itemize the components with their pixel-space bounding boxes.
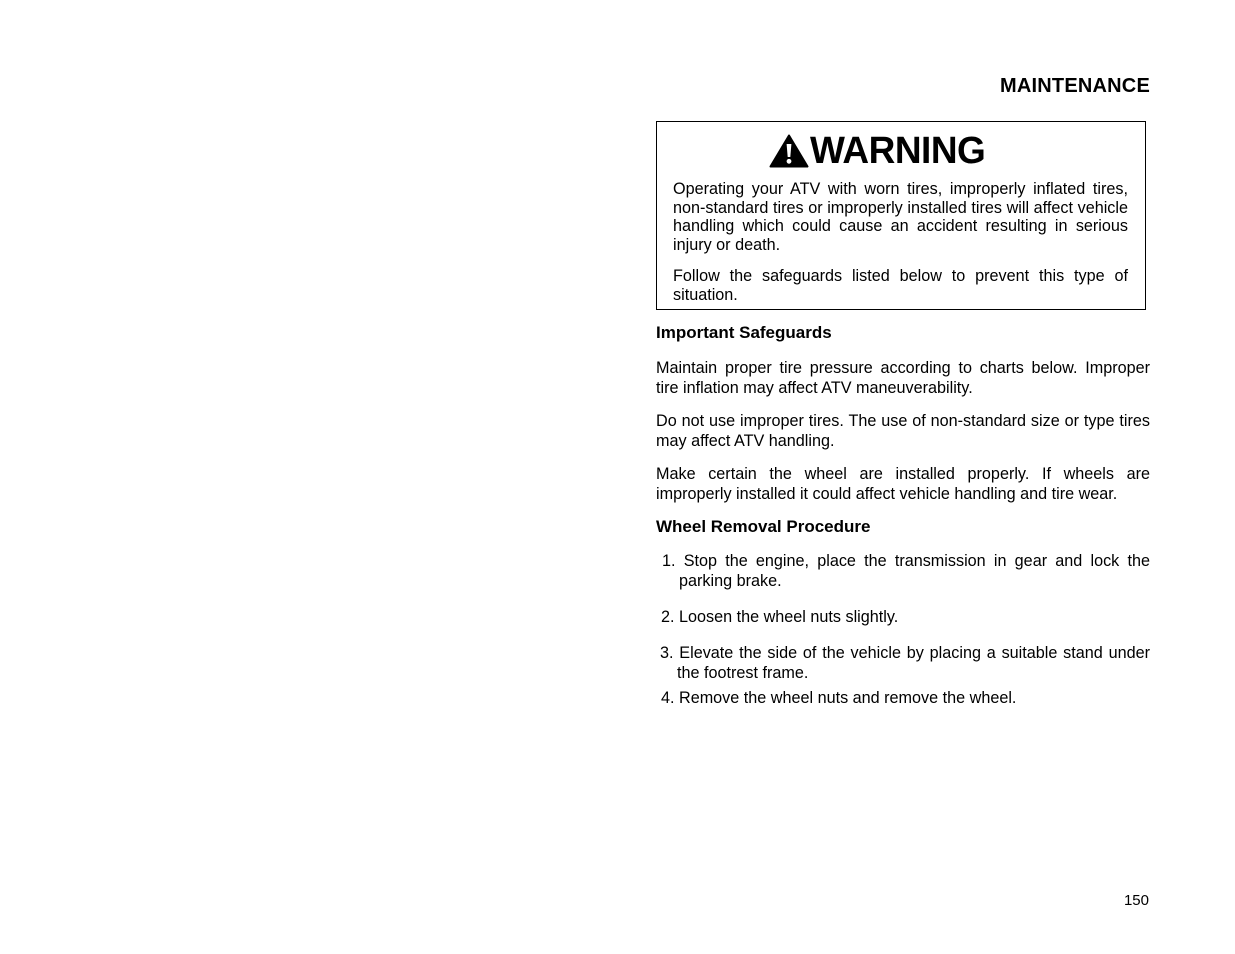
warning-triangle-icon	[769, 134, 809, 168]
page-number: 150	[1123, 892, 1149, 909]
safeguard-paragraph: Make certain the wheel are installed properly. If wheels are improperly installed it could affect vehicle handling and tire wear.	[656, 465, 1150, 503]
safeguard-paragraph: Do not use improper tires. The use of non-standard size or type tires may affect ATV handling.	[656, 412, 1150, 450]
wheel-removal-heading: Wheel Removal Procedure	[656, 517, 871, 536]
warning-title: WARNING	[810, 129, 986, 172]
procedure-step: 4. Remove the wheel nuts and remove the wheel.	[661, 689, 1017, 707]
warning-paragraph: Follow the safeguards listed below to prevent this type of situation.	[673, 267, 1128, 304]
warning-paragraph: Operating your ATV with worn tires, improperly inflated tires, non-standard tires or improperly installed tires will affect vehicle handling which could cause an accident resulting in serious injury or death.	[673, 180, 1128, 254]
safeguards-heading: Important Safeguards	[656, 323, 832, 342]
warning-box	[656, 121, 1146, 310]
procedure-step: 2. Loosen the wheel nuts slightly.	[661, 608, 899, 626]
procedure-step: 1. Stop the engine, place the transmission in gear and lock the parking brake.	[662, 552, 1150, 590]
procedure-step: 3. Elevate the side of the vehicle by placing a suitable stand under the footrest frame.	[660, 644, 1150, 682]
safeguard-paragraph: Maintain proper tire pressure according to charts below. Improper tire inflation may affect ATV maneuverability.	[656, 359, 1150, 397]
warning-header	[769, 129, 986, 172]
section-title: MAINTENANCE	[1000, 75, 1150, 97]
